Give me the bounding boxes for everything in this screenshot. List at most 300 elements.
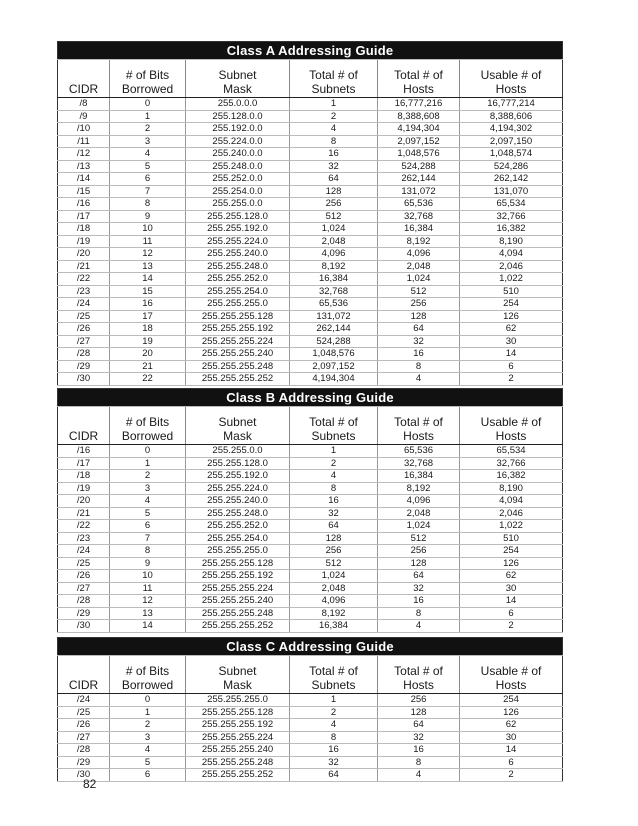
column-header-line: Total # of — [309, 68, 358, 82]
table-cell-hosts: 16,384 — [378, 470, 460, 483]
table-cell-subnets: 1 — [290, 98, 378, 111]
table-cell-mask: 255.255.0.0 — [186, 445, 290, 458]
table-cell-mask: 255.255.255.252 — [186, 373, 290, 386]
table-cell-hosts: 16,384 — [378, 223, 460, 236]
table-cell-cidr: /26 — [58, 719, 110, 732]
table-cell-usable: 510 — [460, 532, 563, 545]
table-cell-mask: 255.248.0.0 — [186, 160, 290, 173]
table-row — [58, 235, 563, 248]
table-cell-cidr: /26 — [58, 323, 110, 336]
table-row — [58, 135, 563, 148]
table-cell-usable: 126 — [460, 706, 563, 719]
table-cell-mask: 255.255.255.252 — [186, 769, 290, 782]
table-cell-cidr: /30 — [58, 620, 110, 633]
table-cell-mask: 255.255.248.0 — [186, 260, 290, 273]
table-cell-cidr: /11 — [58, 135, 110, 148]
table-cell-hosts: 8 — [378, 360, 460, 373]
table-cell-subnets: 32,768 — [290, 285, 378, 298]
table-cell-mask: 255.255.255.248 — [186, 360, 290, 373]
classC-table — [57, 637, 563, 782]
table-cell-hosts: 8 — [378, 607, 460, 620]
table-cell-subnets: 4,096 — [290, 248, 378, 261]
table-cell-cidr: /18 — [58, 223, 110, 236]
table-cell-hosts: 32,768 — [378, 210, 460, 223]
table-cell-hosts: 64 — [378, 719, 460, 732]
table-row — [58, 273, 563, 286]
column-header-subnets — [290, 60, 378, 98]
table-cell-usable: 4,094 — [460, 248, 563, 261]
table-cell-subnets: 64 — [290, 769, 378, 782]
column-header-mask — [186, 656, 290, 694]
table-row — [58, 607, 563, 620]
table-row — [58, 185, 563, 198]
table-row — [58, 148, 563, 161]
table-cell-cidr: /27 — [58, 731, 110, 744]
table-cell-cidr: /10 — [58, 123, 110, 136]
table-cell-hosts: 256 — [378, 298, 460, 311]
table-cell-hosts: 8,192 — [378, 482, 460, 495]
table-cell-bits: 9 — [110, 210, 186, 223]
column-header-hosts — [378, 656, 460, 694]
column-header-line: Borrowed — [121, 82, 174, 96]
column-header-subnets — [290, 407, 378, 445]
table-cell-usable: 126 — [460, 310, 563, 323]
column-header-line: Subnets — [311, 678, 356, 692]
column-header-mask — [186, 407, 290, 445]
table-title: Class B Addressing Guide — [58, 389, 563, 407]
table-cell-subnets: 1,048,576 — [290, 348, 378, 361]
table-cell-hosts: 32,768 — [378, 457, 460, 470]
table-row — [58, 123, 563, 136]
table-cell-hosts: 8,388,608 — [378, 110, 460, 123]
table-cell-cidr: /12 — [58, 148, 110, 161]
table-cell-bits: 10 — [110, 223, 186, 236]
table-cell-cidr: /23 — [58, 285, 110, 298]
table-cell-bits: 7 — [110, 185, 186, 198]
table-cell-bits: 14 — [110, 273, 186, 286]
table-cell-cidr: /22 — [58, 520, 110, 533]
table-cell-mask: 255.255.255.0 — [186, 694, 290, 707]
table-cell-bits: 9 — [110, 557, 186, 570]
table-cell-subnets: 8 — [290, 482, 378, 495]
table-row — [58, 769, 563, 782]
table-cell-hosts: 2,048 — [378, 507, 460, 520]
table-cell-mask: 255.255.255.192 — [186, 570, 290, 583]
table-cell-mask: 255.255.240.0 — [186, 248, 290, 261]
table-cell-usable: 16,382 — [460, 223, 563, 236]
table-cell-hosts: 128 — [378, 706, 460, 719]
table-cell-cidr: /22 — [58, 273, 110, 286]
table-cell-cidr: /20 — [58, 495, 110, 508]
table-cell-usable: 131,070 — [460, 185, 563, 198]
table-cell-usable: 30 — [460, 335, 563, 348]
table-cell-mask: 255.224.0.0 — [186, 135, 290, 148]
table-cell-hosts: 4 — [378, 373, 460, 386]
table-cell-bits: 13 — [110, 607, 186, 620]
table-cell-bits: 5 — [110, 507, 186, 520]
table-cell-usable: 254 — [460, 545, 563, 558]
table-cell-hosts: 4 — [378, 620, 460, 633]
table-cell-cidr: /24 — [58, 545, 110, 558]
table-cell-usable: 2 — [460, 373, 563, 386]
table-cell-mask: 255.192.0.0 — [186, 123, 290, 136]
table-cell-mask: 255.255.224.0 — [186, 482, 290, 495]
table-cell-usable: 62 — [460, 570, 563, 583]
table-cell-usable: 14 — [460, 348, 563, 361]
table-cell-mask: 255.255.255.128 — [186, 706, 290, 719]
table-cell-bits: 3 — [110, 135, 186, 148]
table-cell-cidr: /29 — [58, 607, 110, 620]
table-cell-bits: 12 — [110, 595, 186, 608]
table-cell-bits: 10 — [110, 570, 186, 583]
table-cell-usable: 30 — [460, 582, 563, 595]
table-cell-bits: 1 — [110, 457, 186, 470]
table-row — [58, 744, 563, 757]
table-cell-subnets: 512 — [290, 210, 378, 223]
column-header-cidr — [58, 407, 110, 445]
table-cell-mask: 255.255.0.0 — [186, 198, 290, 211]
table-cell-mask: 255.255.255.224 — [186, 582, 290, 595]
table-row — [58, 520, 563, 533]
column-header-cidr — [58, 656, 110, 694]
table-row — [58, 731, 563, 744]
table-cell-bits: 5 — [110, 160, 186, 173]
table-cell-usable: 14 — [460, 744, 563, 757]
table-cell-bits: 2 — [110, 123, 186, 136]
table-row — [58, 360, 563, 373]
table-row — [58, 198, 563, 211]
column-header-line: Hosts — [495, 678, 527, 692]
table-cell-hosts: 16 — [378, 595, 460, 608]
table-cell-bits: 18 — [110, 323, 186, 336]
table-cell-usable: 65,534 — [460, 198, 563, 211]
column-header-bits — [110, 407, 186, 445]
table-cell-subnets: 2,097,152 — [290, 360, 378, 373]
table-cell-bits: 4 — [110, 148, 186, 161]
table-row — [58, 595, 563, 608]
column-header-line: Subnet — [218, 415, 257, 429]
column-header-usable — [460, 407, 563, 445]
table-cell-usable: 8,190 — [460, 482, 563, 495]
table-row — [58, 570, 563, 583]
table-cell-cidr: /29 — [58, 360, 110, 373]
table-cell-hosts: 2,097,152 — [378, 135, 460, 148]
table-cell-usable: 6 — [460, 607, 563, 620]
column-header-line: Total # of — [309, 664, 358, 678]
classA-table — [57, 41, 563, 386]
table-cell-subnets: 32 — [290, 756, 378, 769]
table-cell-cidr: /20 — [58, 248, 110, 261]
table-cell-cidr: /27 — [58, 582, 110, 595]
table-cell-usable: 4,194,302 — [460, 123, 563, 136]
table-cell-usable: 8,190 — [460, 235, 563, 248]
table-cell-subnets: 16,384 — [290, 273, 378, 286]
table-cell-bits: 19 — [110, 335, 186, 348]
column-header-line: CIDR — [68, 678, 99, 692]
table-cell-subnets: 2 — [290, 706, 378, 719]
column-header-hosts — [378, 407, 460, 445]
table-row — [58, 210, 563, 223]
table-cell-usable: 1,048,574 — [460, 148, 563, 161]
table-cell-hosts: 8,192 — [378, 235, 460, 248]
column-header-line: Mask — [223, 429, 252, 443]
table-cell-mask: 255.255.252.0 — [186, 273, 290, 286]
column-header-line: Subnet — [218, 664, 257, 678]
table-cell-cidr: /13 — [58, 160, 110, 173]
table-cell-cidr: /28 — [58, 744, 110, 757]
table-cell-hosts: 128 — [378, 557, 460, 570]
table-cell-cidr: /28 — [58, 595, 110, 608]
table-cell-cidr: /21 — [58, 507, 110, 520]
table-cell-usable: 262,142 — [460, 173, 563, 186]
table-row — [58, 445, 563, 458]
table-cell-cidr: /24 — [58, 694, 110, 707]
column-header-usable — [460, 60, 563, 98]
table-cell-usable: 30 — [460, 731, 563, 744]
column-header-line: Usable # of — [480, 415, 542, 429]
page-number: 82 — [83, 777, 97, 791]
table-cell-subnets: 4,096 — [290, 595, 378, 608]
table-cell-usable: 6 — [460, 360, 563, 373]
table-cell-hosts: 2,048 — [378, 260, 460, 273]
table-cell-usable: 2 — [460, 769, 563, 782]
table-cell-hosts: 16 — [378, 348, 460, 361]
table-cell-cidr: /26 — [58, 570, 110, 583]
table-cell-bits: 11 — [110, 582, 186, 595]
table-row — [58, 706, 563, 719]
table-cell-hosts: 4 — [378, 769, 460, 782]
table-cell-hosts: 8 — [378, 756, 460, 769]
table-title: Class C Addressing Guide — [58, 638, 563, 656]
table-cell-subnets: 8,192 — [290, 260, 378, 273]
table-cell-bits: 4 — [110, 744, 186, 757]
table-cell-usable: 16,382 — [460, 470, 563, 483]
table-row — [58, 160, 563, 173]
table-cell-subnets: 16 — [290, 148, 378, 161]
table-cell-mask: 255.0.0.0 — [186, 98, 290, 111]
classB-table — [57, 388, 563, 633]
column-header-line: Subnets — [311, 82, 356, 96]
table-cell-bits: 1 — [110, 110, 186, 123]
column-header-line: CIDR — [68, 429, 99, 443]
table-cell-subnets: 64 — [290, 173, 378, 186]
table-row — [58, 620, 563, 633]
table-cell-mask: 255.255.128.0 — [186, 210, 290, 223]
column-header-line: Subnet — [218, 68, 257, 82]
table-cell-cidr: /18 — [58, 470, 110, 483]
column-header-line: Hosts — [495, 82, 527, 96]
table-cell-mask: 255.255.254.0 — [186, 285, 290, 298]
column-header-line: # of Bits — [125, 415, 170, 429]
table-cell-mask: 255.255.255.252 — [186, 620, 290, 633]
table-cell-mask: 255.255.255.248 — [186, 607, 290, 620]
table-cell-cidr: /28 — [58, 348, 110, 361]
table-cell-usable: 62 — [460, 719, 563, 732]
table-cell-mask: 255.255.254.0 — [186, 532, 290, 545]
table-cell-usable: 2,046 — [460, 507, 563, 520]
table-cell-subnets: 131,072 — [290, 310, 378, 323]
table-cell-mask: 255.255.255.240 — [186, 744, 290, 757]
table-cell-subnets: 8,192 — [290, 607, 378, 620]
table-row — [58, 495, 563, 508]
column-header-bits — [110, 656, 186, 694]
table-cell-mask: 255.255.255.240 — [186, 595, 290, 608]
table-cell-mask: 255.255.255.240 — [186, 348, 290, 361]
column-header-line: Borrowed — [121, 429, 174, 443]
class-a-guide — [57, 41, 562, 386]
table-cell-subnets: 2 — [290, 110, 378, 123]
table-cell-cidr: /16 — [58, 198, 110, 211]
table-cell-bits: 5 — [110, 756, 186, 769]
table-cell-mask: 255.255.255.224 — [186, 335, 290, 348]
table-cell-hosts: 4,096 — [378, 495, 460, 508]
table-cell-usable: 1,022 — [460, 520, 563, 533]
table-cell-subnets: 128 — [290, 532, 378, 545]
table-cell-mask: 255.240.0.0 — [186, 148, 290, 161]
table-cell-bits: 0 — [110, 98, 186, 111]
table-cell-bits: 14 — [110, 620, 186, 633]
table-cell-subnets: 256 — [290, 198, 378, 211]
table-cell-subnets: 1,024 — [290, 570, 378, 583]
table-cell-subnets: 524,288 — [290, 335, 378, 348]
table-cell-hosts: 131,072 — [378, 185, 460, 198]
column-header-line: Hosts — [403, 678, 434, 692]
table-cell-usable: 65,534 — [460, 445, 563, 458]
column-header-line: Hosts — [403, 429, 434, 443]
table-cell-bits: 22 — [110, 373, 186, 386]
table-cell-subnets: 16 — [290, 744, 378, 757]
table-cell-bits: 8 — [110, 545, 186, 558]
table-cell-subnets: 2,048 — [290, 235, 378, 248]
column-header-mask — [186, 60, 290, 98]
table-cell-mask: 255.255.255.128 — [186, 557, 290, 570]
table-row — [58, 482, 563, 495]
table-cell-subnets: 512 — [290, 557, 378, 570]
table-cell-subnets: 4 — [290, 470, 378, 483]
table-cell-subnets: 128 — [290, 185, 378, 198]
table-cell-mask: 255.255.255.128 — [186, 310, 290, 323]
table-row — [58, 470, 563, 483]
table-cell-hosts: 256 — [378, 545, 460, 558]
table-cell-usable: 2,097,150 — [460, 135, 563, 148]
table-cell-subnets: 32 — [290, 507, 378, 520]
table-cell-hosts: 64 — [378, 323, 460, 336]
table-cell-bits: 20 — [110, 348, 186, 361]
table-cell-subnets: 262,144 — [290, 323, 378, 336]
table-row — [58, 582, 563, 595]
table-cell-cidr: /17 — [58, 210, 110, 223]
table-cell-hosts: 128 — [378, 310, 460, 323]
table-cell-usable: 524,286 — [460, 160, 563, 173]
table-cell-bits: 21 — [110, 360, 186, 373]
table-row — [58, 285, 563, 298]
table-row — [58, 248, 563, 261]
table-cell-mask: 255.255.255.0 — [186, 545, 290, 558]
table-cell-cidr: /9 — [58, 110, 110, 123]
column-header-usable — [460, 656, 563, 694]
table-row — [58, 223, 563, 236]
table-cell-hosts: 32 — [378, 731, 460, 744]
column-header-line: Usable # of — [480, 664, 542, 678]
table-row — [58, 323, 563, 336]
table-cell-hosts: 512 — [378, 285, 460, 298]
table-cell-cidr: /8 — [58, 98, 110, 111]
table-cell-bits: 6 — [110, 520, 186, 533]
table-cell-cidr: /25 — [58, 706, 110, 719]
table-cell-hosts: 16 — [378, 744, 460, 757]
table-cell-subnets: 65,536 — [290, 298, 378, 311]
table-cell-subnets: 16 — [290, 495, 378, 508]
table-cell-bits: 3 — [110, 731, 186, 744]
table-cell-mask: 255.128.0.0 — [186, 110, 290, 123]
table-cell-subnets: 8 — [290, 135, 378, 148]
table-cell-hosts: 4,194,304 — [378, 123, 460, 136]
column-header-line: Hosts — [495, 429, 527, 443]
table-cell-usable: 32,766 — [460, 210, 563, 223]
table-cell-subnets: 4 — [290, 719, 378, 732]
table-row — [58, 310, 563, 323]
table-row — [58, 373, 563, 386]
table-cell-subnets: 16,384 — [290, 620, 378, 633]
table-cell-hosts: 64 — [378, 570, 460, 583]
table-cell-hosts: 65,536 — [378, 445, 460, 458]
table-cell-mask: 255.255.255.224 — [186, 731, 290, 744]
table-cell-hosts: 32 — [378, 335, 460, 348]
column-header-hosts — [378, 60, 460, 98]
table-cell-hosts: 32 — [378, 582, 460, 595]
table-cell-cidr: /19 — [58, 482, 110, 495]
column-header-line: Total # of — [394, 415, 443, 429]
table-cell-mask: 255.255.192.0 — [186, 223, 290, 236]
table-row — [58, 298, 563, 311]
table-cell-subnets: 2,048 — [290, 582, 378, 595]
column-header-line: Total # of — [394, 68, 443, 82]
column-header-line: # of Bits — [125, 664, 170, 678]
class-c-guide — [57, 637, 562, 782]
table-cell-bits: 11 — [110, 235, 186, 248]
table-cell-mask: 255.255.255.192 — [186, 323, 290, 336]
table-cell-hosts: 4,096 — [378, 248, 460, 261]
table-cell-subnets: 4 — [290, 123, 378, 136]
table-title: Class A Addressing Guide — [58, 42, 563, 60]
column-header-line: Mask — [223, 82, 252, 96]
table-cell-mask: 255.254.0.0 — [186, 185, 290, 198]
table-cell-cidr: /27 — [58, 335, 110, 348]
table-cell-subnets: 1 — [290, 694, 378, 707]
table-row — [58, 719, 563, 732]
table-cell-bits: 6 — [110, 173, 186, 186]
table-cell-mask: 255.255.252.0 — [186, 520, 290, 533]
column-header-line: Hosts — [403, 82, 434, 96]
table-row — [58, 694, 563, 707]
table-cell-mask: 255.255.255.248 — [186, 756, 290, 769]
table-cell-cidr: /16 — [58, 445, 110, 458]
table-cell-usable: 6 — [460, 756, 563, 769]
table-cell-mask: 255.255.224.0 — [186, 235, 290, 248]
column-header-line: # of Bits — [125, 68, 170, 82]
table-cell-hosts: 524,288 — [378, 160, 460, 173]
table-row — [58, 532, 563, 545]
table-cell-mask: 255.255.192.0 — [186, 470, 290, 483]
table-cell-cidr: /15 — [58, 185, 110, 198]
table-cell-bits: 2 — [110, 719, 186, 732]
table-cell-cidr: /29 — [58, 756, 110, 769]
table-cell-usable: 8,388,606 — [460, 110, 563, 123]
table-cell-bits: 16 — [110, 298, 186, 311]
table-cell-usable: 254 — [460, 694, 563, 707]
column-header-line: CIDR — [68, 82, 99, 96]
column-header-subnets — [290, 656, 378, 694]
